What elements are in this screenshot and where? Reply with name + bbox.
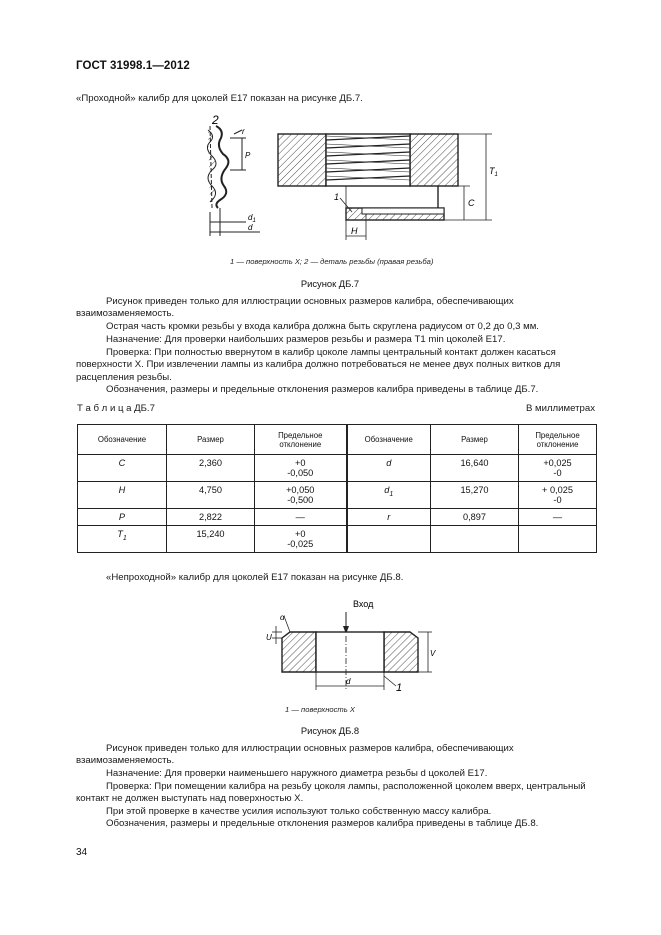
gauge-body — [278, 134, 458, 220]
th-size-2: Размер — [431, 425, 519, 455]
table-units: В миллиметрах — [525, 403, 595, 414]
fig7-label-r: r — [242, 127, 245, 136]
table-db7 — [77, 424, 597, 553]
ring-gauge — [282, 632, 418, 672]
th-dev-1: Предельное отклонение — [255, 425, 347, 455]
fig7-label-d: d — [248, 223, 253, 232]
table-header-row — [78, 425, 597, 455]
intro-text-db8: «Непроходной» калибр для цоколей E17 показан на рисунке ДБ.8. — [106, 572, 404, 583]
table-row: C 2,360 +0 -0,050 d 16,640 +0,025 -0 — [78, 455, 597, 482]
th-symbol-2: Обозначение — [347, 425, 431, 455]
intro-text-db7: «Проходной» калибр для цоколей E17 показан на рисунке ДБ.7. — [76, 93, 363, 104]
fig7-label-h: H — [351, 226, 358, 236]
table-row: H 4,750 +0,050 -0,500 $d_1$ 15,270 + 0,025 -0 — [78, 482, 597, 509]
figure-db8 — [250, 590, 450, 700]
fig8-caption: Рисунок ДБ.8 — [300, 725, 360, 736]
para8-1: Рисунок приведен только для иллюстрации основных размеров калибра, обеспечивающих взаимозаменяемость. — [76, 743, 514, 767]
document-header: ГОСТ 31998.1—2012 — [76, 60, 190, 72]
fig8-label-v: V — [430, 649, 436, 658]
para8-4: При этой проверке в качестве усилия используют только собственную массу калибра. — [106, 806, 492, 817]
table-row: P 2,822 — r 0,897 — — [78, 509, 597, 526]
fig7-label-d1: $d_1$ — [248, 213, 256, 224]
fig8-label-1: 1 — [396, 682, 403, 694]
fig7-label-c: C — [468, 198, 475, 208]
para7-3: Назначение: Для проверки наибольших размеров резьбы и размера T1 min цоколей E17. — [106, 334, 506, 345]
para7-5: Обозначения, размеры и предельные отклонения размеров калибра приведены в таблице ДБ.7. — [106, 384, 539, 395]
fig7-label-1: 1 — [334, 192, 340, 202]
table-name: Т а б л и ц а ДБ.7 — [77, 403, 155, 414]
fig8-label-d: d — [346, 677, 351, 686]
para8-3: Проверка: При помещении калибра на резьбу цоколя лампы, расположенной цоколем вверх, центральный контакт не должен выступать над поверхностью X. — [76, 781, 586, 805]
fig7-caption: Рисунок ДБ.7 — [300, 278, 360, 289]
th-size-1: Размер — [167, 425, 255, 455]
fig8-label-alpha: α — [280, 613, 285, 622]
para7-4: Проверка: При полностью ввернутом в калибр цоколе лампы центральный контакт должен касаться поверхности X. При извлечении лампы из калибра должно потребоваться не менее двух полных витков для расцепления резьбы. — [76, 347, 561, 383]
para7-1: Рисунок приведен только для иллюстрации основных размеров калибра, обеспечивающих взаимозаменяемость. — [76, 296, 514, 320]
fig8-label-u: U — [266, 633, 272, 642]
fig7-label-t1: $T_1$ — [489, 166, 498, 178]
fig7-label-p: P — [245, 151, 251, 160]
fig8-legend: 1 — поверхность X — [285, 705, 355, 714]
para7-2: Острая часть кромки резьбы у входа калибра должна быть скруглена радиусом от 0,2 до 0,3 мм. — [106, 321, 539, 332]
para8-2: Назначение: Для проверки наименьшего наружного диаметра резьбы d цоколей E17. — [106, 768, 488, 779]
page-number: 34 — [76, 847, 88, 858]
table-row: $T_1$ 15,240 +0 -0,025 — [78, 526, 597, 553]
fig7-label-2: 2 — [212, 113, 219, 127]
figure-db7 — [190, 108, 510, 258]
fig8-label-entry: Вход — [353, 599, 374, 609]
fig7-legend: 1 — поверхность X; 2 — деталь резьбы (правая резьба) — [230, 257, 434, 266]
para8-5: Обозначения, размеры и предельные отклонения размеров калибра приведены в таблице ДБ.8. — [106, 818, 539, 829]
th-symbol-1: Обозначение — [78, 425, 167, 455]
th-dev-2: Предельное отклонение — [519, 425, 597, 455]
